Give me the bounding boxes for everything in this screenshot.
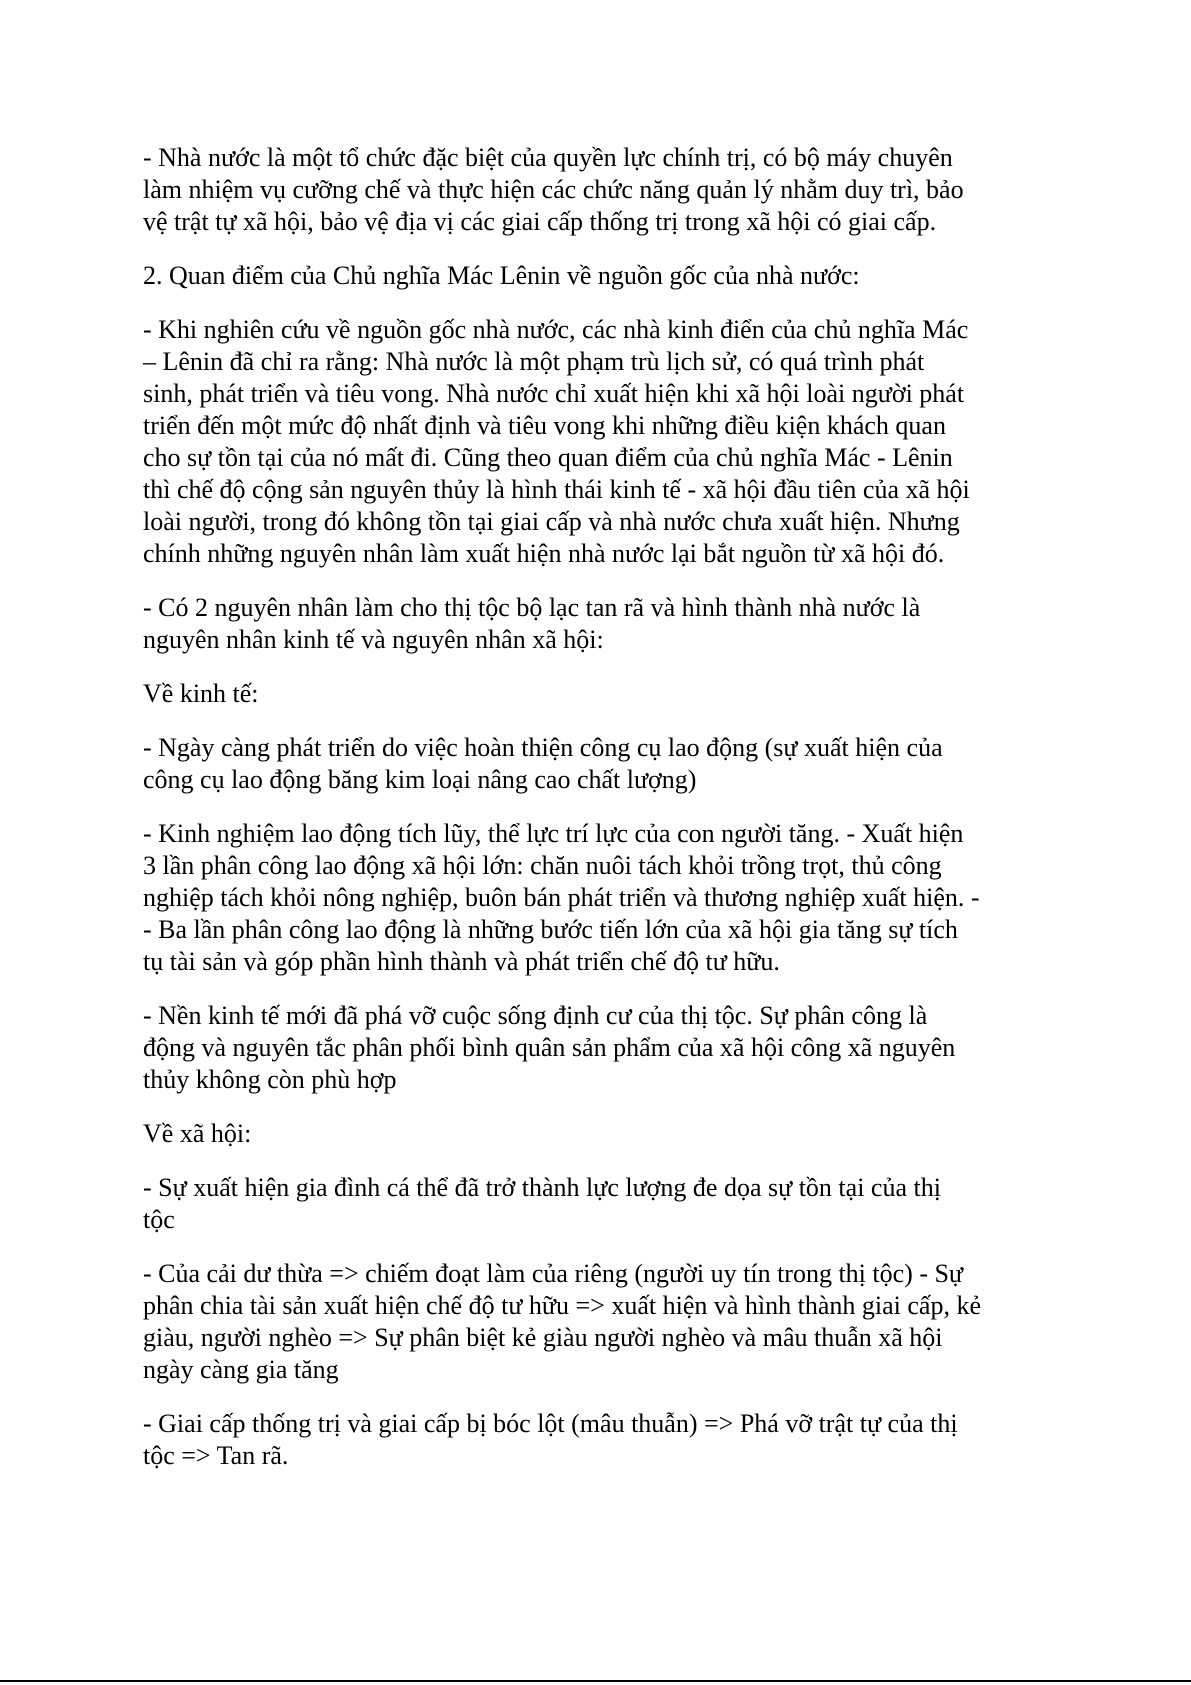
page-bottom-divider [0, 1680, 1191, 1682]
paragraph-surplus-wealth: - Của cải dư thừa => chiếm đoạt làm của riêng (người uy tín trong thị tộc) - Sự phân chia tài sản xuất hiện chế độ tư hữu => xuất hiện và hình thành giai cấp, kẻ giàu, người nghèo => Sự phân biệt kẻ giàu người nghèo và mâu thuẫn xã hội ngày càng gia tăng [143, 1259, 981, 1384]
subheading-social: Về xã hội: [143, 1119, 252, 1148]
paragraph-division-of-labor: - Kinh nghiệm lao động tích lũy, thể lực trí lực của con người tăng. - Xuất hiện 3 lần phân công lao động xã hội lớn: chăn nuôi tách khỏi trồng trọt, thủ công nghiệp tách khỏi nông nghiệp, buôn bán phát triển và thương nghiệp xuất hiện. - - Ba lần phân công lao động là những bước tiến lớn của xã hội gia tăng sự tích tụ tài sản và góp phần hình thành và phát triển chế độ tư hữu. [143, 819, 980, 976]
subheading-economic: Về kinh tế: [143, 679, 259, 708]
paragraph-two-causes: - Có 2 nguyên nhân làm cho thị tộc bộ lạc tan rã và hình thành nhà nước là nguyên nhân kinh tế và nguyên nhân xã hội: [143, 593, 921, 654]
paragraph-class-conflict: - Giai cấp thống trị và giai cấp bị bóc lột (mâu thuẫn) => Phá vỡ trật tự của thị tộc => Tan rã. [143, 1409, 958, 1470]
paragraph-tools-development: - Ngày càng phát triển do việc hoàn thiện công cụ lao động (sự xuất hiện của công cụ lao động băng kim loại nâng cao chất lượng) [143, 733, 943, 794]
section-heading-origin-of-state: 2. Quan điểm của Chủ nghĩa Mác Lênin về nguồn gốc của nhà nước: [143, 261, 860, 290]
document-body [143, 142, 1063, 1494]
paragraph-marxist-view: - Khi nghiên cứu về nguồn gốc nhà nước, các nhà kinh điển của chủ nghĩa Mác – Lênin đã chỉ ra rằng: Nhà nước là một phạm trù lịch sử, có quá trình phát sinh, phát triển và tiêu vong. Nhà nước chỉ xuất hiện khi xã hội loài người phát triển đến một mức độ nhất định và tiêu vong khi những điều kiện khách quan cho sự tồn tại của nó mất đi. Cũng theo quan điểm của chủ nghĩa Mác - Lênin thì chế độ cộng sản nguyên thủy là hình thái kinh tế - xã hội đầu tiên của xã hội loài người, trong đó không tồn tại giai cấp và nhà nước chưa xuất hiện. Nhưng chính những nguyên nhân làm xuất hiện nhà nước lại bắt nguồn từ xã hội đó. [143, 315, 970, 568]
paragraph-new-economy: - Nền kinh tế mới đã phá vỡ cuộc sống định cư của thị tộc. Sự phân công là động và nguyên tắc phân phối bình quân sản phẩm của xã hội công xã nguyên thủy không còn phù hợp [143, 1001, 956, 1094]
paragraph-state-definition: - Nhà nước là một tổ chức đặc biệt của quyền lực chính trị, có bộ máy chuyên làm nhiệm vụ cưỡng chế và thực hiện các chức năng quản lý nhằm duy trì, bảo vệ trật tự xã hội, bảo vệ địa vị các giai cấp thống trị trong xã hội có giai cấp. [143, 143, 964, 236]
paragraph-family-emergence: - Sự xuất hiện gia đình cá thể đã trở thành lực lượng đe dọa sự tồn tại của thị tộc [143, 1173, 941, 1234]
